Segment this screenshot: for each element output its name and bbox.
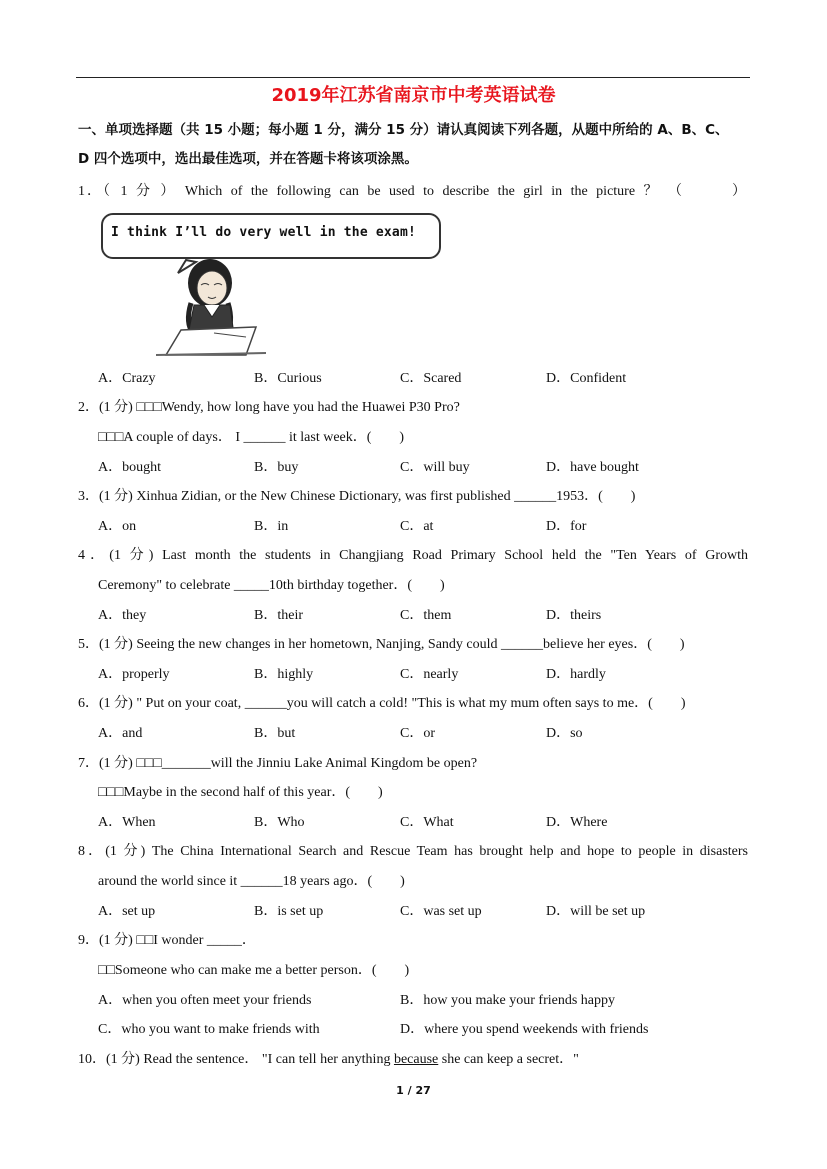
q1-option-c[interactable]: C．Scared xyxy=(400,371,462,386)
question-9-line2: □□Someone who can make me a better person．( ) xyxy=(98,963,410,978)
question-8: 8．(1 分) The China International Search and Rescue Team has brought help and hope to people in disasters xyxy=(78,844,748,859)
q3-option-d[interactable]: D．for xyxy=(546,519,587,534)
q9-option-c[interactable]: C．who you want to make friends with xyxy=(98,1022,320,1037)
q9-option-a[interactable]: A．when you often meet your friends xyxy=(98,993,312,1008)
question-2-line2: □□□A couple of days． I ______ it last week．( ) xyxy=(98,430,405,445)
q9-option-b[interactable]: B．how you make your friends happy xyxy=(400,993,616,1008)
q1-option-a[interactable]: A．Crazy xyxy=(98,371,156,386)
q8-option-b[interactable]: B．is set up xyxy=(254,904,324,919)
q5-option-b[interactable]: B．highly xyxy=(254,667,314,682)
q7-option-c[interactable]: C．What xyxy=(400,815,454,830)
question-10-text-end: she can keep a secret．" xyxy=(438,1052,579,1067)
q3-option-a[interactable]: A．on xyxy=(98,519,137,534)
question-10-text: 10．(1 分) Read the sentence． "I can tell her anything xyxy=(78,1052,394,1067)
question-6: 6．(1 分) " Put on your coat, ______you will catch a cold! "This is what my mum often says to me．( ) xyxy=(78,696,686,711)
q5-option-c[interactable]: C．nearly xyxy=(400,667,459,682)
header-rule xyxy=(76,77,750,78)
question-2: 2．(1 分) □□□Wendy, how long have you had the Huawei P30 Pro? xyxy=(78,400,460,415)
q2-option-a[interactable]: A．bought xyxy=(98,460,161,475)
question-7-line2: □□□Maybe in the second half of this year．( ) xyxy=(98,785,383,800)
q4-option-c[interactable]: C．them xyxy=(400,608,452,623)
q7-option-d[interactable]: D．Where xyxy=(546,815,608,830)
q5-option-a[interactable]: A．properly xyxy=(98,667,170,682)
q1-option-d[interactable]: D．Confident xyxy=(546,371,627,386)
q3-option-b[interactable]: B．in xyxy=(254,519,289,534)
q9-option-d[interactable]: D．where you spend weekends with friends xyxy=(400,1022,649,1037)
q8-option-c[interactable]: C．was set up xyxy=(400,904,482,919)
speech-bubble-text: I think I’ll do very well in the exam! xyxy=(111,225,417,240)
question-7: 7．(1 分) □□□_______will the Jinniu Lake Animal Kingdom be open? xyxy=(78,756,478,771)
q7-option-a[interactable]: A．When xyxy=(98,815,156,830)
q4-option-a[interactable]: A．they xyxy=(98,608,147,623)
question-1-number: 1 xyxy=(78,184,85,199)
question-3: 3．(1 分) Xinhua Zidian, or the New Chinese Dictionary, was first published ______1953．( ) xyxy=(78,489,636,504)
page-title: 2019年江苏省南京市中考英语试卷 xyxy=(271,85,556,106)
question-5: 5．(1 分) Seeing the new changes in her hometown, Nanjing, Sandy could ______believe her eyes．( ) xyxy=(78,637,685,652)
q6-option-a[interactable]: A．and xyxy=(98,726,143,741)
q4-option-b[interactable]: B．their xyxy=(254,608,303,623)
question-1-text: ．（ 1 分 ） Which of the following can be used to describe the girl in the picture ？ （ ） xyxy=(85,184,746,199)
q5-option-d[interactable]: D．hardly xyxy=(546,667,606,682)
q1-option-b[interactable]: B．Curious xyxy=(254,371,322,386)
question-4: 4．(1 分) Last month the students in Changjiang Road Primary School held the "Ten Years of Growth xyxy=(78,548,748,563)
q8-option-a[interactable]: A．set up xyxy=(98,904,156,919)
section-heading-cont: D 四个选项中，选出最佳选项，并在答题卡将该项涂黑。 xyxy=(78,151,418,167)
q2-option-b[interactable]: B．buy xyxy=(254,460,299,475)
page-number: 1 / 27 xyxy=(396,1084,431,1097)
q4-option-d[interactable]: D．theirs xyxy=(546,608,602,623)
section-heading: 一、单项选择题（共 15 小题；每小题 1 分，满分 15 分）请认真阅读下列各题，从题中所给的 A、B、C、 xyxy=(78,122,729,138)
q2-option-d[interactable]: D．have bought xyxy=(546,460,639,475)
q6-option-b[interactable]: B．but xyxy=(254,726,296,741)
q3-option-c[interactable]: C．at xyxy=(400,519,434,534)
question-1 xyxy=(78,180,746,200)
question-9: 9．(1 分) □□I wonder _____． xyxy=(78,933,256,948)
q8-option-d[interactable]: D．will be set up xyxy=(546,904,646,919)
q6-option-c[interactable]: C．or xyxy=(400,726,435,741)
q2-option-c[interactable]: C．will buy xyxy=(400,460,470,475)
girl-figure xyxy=(188,259,234,335)
question-8-line2: around the world since it ______18 years ago．( ) xyxy=(98,874,405,889)
question-10 xyxy=(78,1048,579,1068)
question-4-line2: Ceremony" to celebrate _____10th birthday together．( ) xyxy=(98,578,445,593)
underlined-word: because xyxy=(393,1052,439,1067)
q7-option-b[interactable]: B．Who xyxy=(254,815,305,830)
q6-option-d[interactable]: D．so xyxy=(546,726,583,741)
